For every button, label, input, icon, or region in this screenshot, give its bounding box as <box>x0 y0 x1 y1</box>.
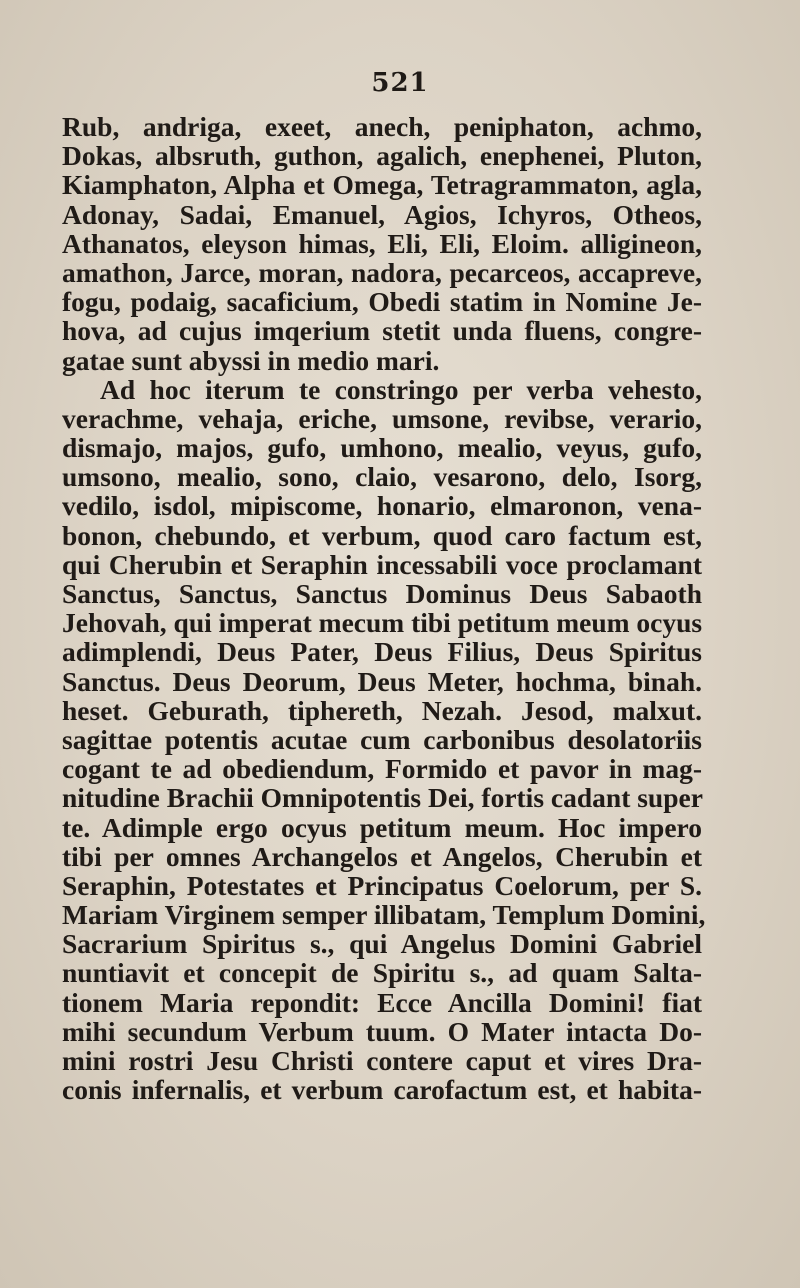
text-line: Athanatos, eleyson himas, Eli, Eli, Eloim. alligineon, <box>62 227 702 259</box>
text-line: nitudine Brachii Omnipotentis Dei, fortis cadant super <box>62 782 703 814</box>
text-line: Sanctus. Deus Deorum, Deus Meter, hochma, binah. <box>62 665 702 697</box>
text-line: umsono, mealio, sono, claio, vesarono, delo, Isorg, <box>62 461 702 493</box>
page-number: 521 <box>371 68 429 98</box>
text-line: bonon, chebundo, et verbum, quod caro factum est, <box>62 519 702 551</box>
text-line: Seraphin, Potestates et Principatus Coelorum, per S. <box>62 869 702 901</box>
text-line: qui Cherubin et Seraphin incessabili voce proclamant <box>62 548 702 580</box>
body-text <box>62 111 706 1106</box>
text-line: Ad hoc iterum te constringo per verba vehesto, <box>100 373 702 405</box>
text-line: tionem Maria repondit: Ecce Ancilla Domini! fiat <box>62 986 702 1018</box>
text-line: heset. Geburath, tiphereth, Nezah. Jesod, malxut. <box>62 694 702 726</box>
text-line: Sanctus, Sanctus, Sanctus Dominus Deus Sabaoth <box>62 578 702 609</box>
text-line: nuntiavit et concepit de Spiritu s., ad quam Salta- <box>62 957 702 989</box>
text-line: Rub, andriga, exeet, anech, peniphaton, achmo, <box>62 111 702 142</box>
text-line: Adonay, Sadai, Emanuel, Agios, Ichyros, Otheos, <box>62 198 702 230</box>
text-line: tibi per omnes Archangelos et Angelos, Cherubin et <box>62 840 702 872</box>
text-line: mihi secundum Verbum tuum. O Mater intacta Do- <box>62 1015 702 1047</box>
text-line: gatae sunt abyssi in medio mari. <box>62 344 440 376</box>
text-line: conis infernalis, et verbum carofactum est, et habita- <box>62 1074 702 1106</box>
text-line: hova, ad cujus imqerium stetit unda fluens, congre- <box>62 315 702 347</box>
text-line: Kiamphaton, Alpha et Omega, Tetragrammaton, agla, <box>62 169 702 201</box>
text-line: vedilo, isdol, mipiscome, honario, elmaronon, vena- <box>62 490 702 522</box>
text-line: verachme, vehaja, eriche, umsone, revibse, verario, <box>62 402 702 434</box>
text-line: Dokas, albsruth, guthon, agalich, enephenei, Pluton, <box>62 140 702 172</box>
text-line: Jehovah, qui imperat mecum tibi petitum meum ocyus <box>62 607 703 639</box>
text-line: adimplendi, Deus Pater, Deus Filius, Deus Spiritus <box>62 636 702 668</box>
text-line: Sacrarium Spiritus s., qui Angelus Domini Gabriel <box>62 928 702 960</box>
text-line: dismajo, majos, gufo, umhono, mealio, veyus, gufo, <box>62 432 702 464</box>
text-line: amathon, Jarce, moran, nadora, pecarceos, accapreve, <box>62 256 702 288</box>
text-line: sagittae potentis acutae cum carbonibus desolatoriis <box>62 723 702 755</box>
text-line: fogu, podaig, sacaficium, Obedi statim in Nomine Je- <box>62 286 702 318</box>
text-line: Mariam Virginem semper illibatam, Templum Domini, <box>62 899 706 931</box>
text-line: cogant te ad obediendum, Formido et pavor in mag- <box>62 753 702 785</box>
text-line: te. Adimple ergo ocyus petitum meum. Hoc impero <box>62 811 702 843</box>
text-line: mini rostri Jesu Christi contere caput et vires Dra- <box>62 1045 702 1076</box>
